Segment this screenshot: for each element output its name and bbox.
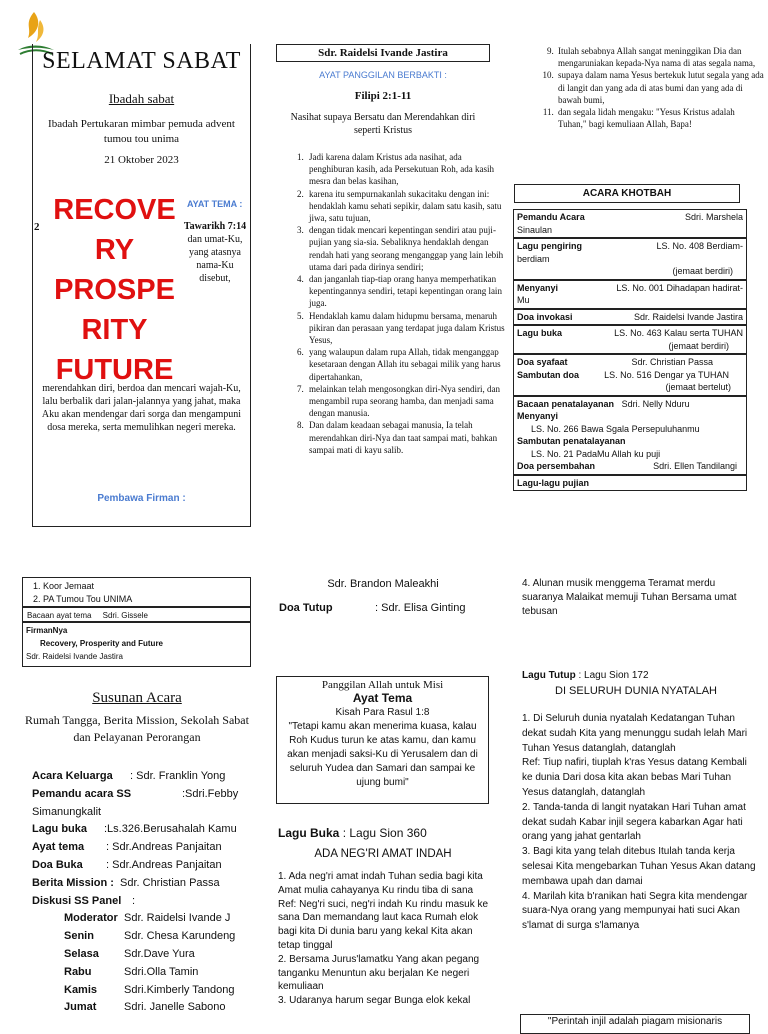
item-value: :Sdri.Febby	[182, 787, 239, 800]
lagu-tutup-heading	[522, 670, 649, 681]
firman-label: FirmanNya	[26, 626, 68, 635]
item-label: Jumat	[64, 1001, 97, 1014]
firman-title: Recovery, Prosperity and Future	[40, 639, 163, 648]
theme-line: RITY	[81, 314, 148, 346]
list-item: 6. yang walaupun dalam rupa Allah, tidak menganggap kesetaraan dengan Allah itu sebagai milik yang harus dipertahankan,	[306, 346, 506, 383]
item-label: Lagu buka	[32, 823, 88, 836]
ibadah-description: Ibadah Pertukaran mimbar pemuda advent tumou tou unima	[48, 118, 235, 145]
susunan-acara-list	[32, 768, 254, 1017]
item-label: Doa Buka	[32, 858, 83, 871]
theme-line: RECOVE	[53, 194, 176, 226]
table-row	[513, 396, 747, 475]
speaker-header: Sdr. Raidelsi Ivande Jastira	[276, 44, 490, 62]
list-item: 11. dan segala lidah mengaku: "Yesus Kristus adalah Tuhan," bagi kemuliaan Allah, Bapa!	[556, 106, 764, 130]
list-item	[32, 964, 254, 982]
lagu-tutup-label: Lagu Tutup	[522, 670, 576, 681]
lyric-stanza: 2. Tanda-tanda di langit nyatakan Hari Tuhan amat dekat sudah Kabar injil segera kabarkan Agar hati orang yang jahat gentarlah	[522, 801, 746, 843]
susunan-acara-title: Susunan Acara	[92, 690, 182, 706]
lagu-buka-title: ADA NEG'RI AMAT INDAH	[314, 848, 452, 860]
list-item	[32, 999, 254, 1017]
theme-line: RY	[94, 234, 135, 266]
ayat-tema-label: AYAT TEMA :	[187, 199, 243, 209]
list-item	[32, 804, 254, 822]
row-label: Sambutan doa	[517, 369, 580, 380]
item-value: Sdri.Kimberly Tandong	[124, 983, 235, 996]
firman-box	[22, 622, 251, 667]
lyric-stanza: 3. Udaranya harum segar Bunga elok kekal	[278, 995, 471, 1007]
lyric-stanza: Ref: Neg'ri suci, neg'ri indah Ku rindu masuk ke sana Dan memandang laut kaca Rumah elok bagi kita Di dunia baru yang kekal Kita akan tetap tinggal	[278, 898, 489, 951]
row-label: Menyanyi	[517, 282, 559, 293]
row-value: Sdr. Raidelsi Ivande Jastira	[633, 311, 743, 322]
list-item	[32, 928, 254, 946]
item-value: :Ls.326.Berusahalah Kamu	[104, 823, 237, 836]
lyric-stanza: 3. Bagi kita yang telah ditebus Itulah tanda kerja selesai Kita mengebarkan Tuhan Yesus Akan datang membawa upah dan damai	[522, 846, 756, 887]
row-label: Doa persembahan	[517, 461, 596, 471]
row-value: Sinaulan	[517, 224, 553, 235]
theme-title	[52, 190, 177, 390]
row-label: Lagu-lagu pujian	[517, 477, 589, 488]
ibadah-heading: Ibadah sabat	[108, 91, 175, 106]
row-value: Sdri. Nelly Nduru	[621, 398, 690, 409]
ayat-tema-heading: Ayat Tema	[352, 691, 413, 705]
scripture-verses-continued	[536, 45, 764, 130]
lagu-tutup-ref: : Lagu Sion 172	[578, 670, 649, 681]
scripture-intro: Nasihat supaya Bersatu dan Merendahkan diri seperti Kristus	[290, 112, 476, 136]
list-item	[32, 910, 254, 928]
ayat-tema-side	[180, 220, 250, 285]
row-value: Sdr. Christian Passa	[631, 357, 713, 367]
row-label: Bacaan penatalayanan	[517, 398, 615, 409]
item-label: Berita Mission :	[32, 876, 114, 889]
pembawa-firman-label: Pembawa Firman :	[97, 493, 186, 504]
item-value: Simanungkalit	[32, 805, 102, 818]
item-value: : Sdr.Andreas Panjaitan	[106, 858, 222, 871]
list-item	[32, 839, 254, 857]
row-value: LS. No. 516 Dengar ya TUHAN	[604, 369, 729, 380]
item-label: Kamis	[64, 983, 98, 996]
item-value: : Sdr. Franklin Yong	[130, 770, 226, 782]
lyric-stanza: 1. Ada neg'ri amat indah Tuhan sedia bagi kita Amat mulia cahayanya Ku rindu tiba di sana	[278, 871, 483, 896]
koor-box	[22, 577, 251, 607]
ayat-panggilan-label: AYAT PANGGILAN BERBAKTI :	[319, 70, 447, 80]
list-item	[32, 893, 254, 911]
theme-line: FUTURE	[55, 354, 174, 386]
item-label: Diskusi SS Panel	[32, 894, 122, 907]
list-item	[32, 946, 254, 964]
page-marker: 2	[34, 221, 40, 233]
bacaan-ayat-box	[22, 607, 251, 622]
susunan-acara-subtitle: Rumah Tangga, Berita Mission, Sekolah Sabat dan Pelayanan Perorangan	[25, 713, 249, 744]
item-label: Rabu	[64, 965, 92, 978]
lagu-buka-label: Lagu Buka	[278, 826, 340, 840]
list-item: 2. PA Tumou Tou UNIMA	[43, 593, 250, 606]
table-row	[513, 354, 747, 396]
item-label: Selasa	[64, 947, 99, 960]
list-item	[32, 857, 254, 875]
list-item: 7. melainkan telah mengosongkan diri-Nya sendiri, dan mengambil rupa seorang hamba, dan menjadi sama dengan manusia.	[306, 383, 506, 420]
row-label: Doa syafaat	[517, 357, 568, 367]
panggilan-title: Panggilan Allah untuk Misi	[321, 679, 444, 691]
table-row	[513, 325, 747, 354]
doa-tutup	[279, 602, 466, 614]
item-value: Sdr. Raidelsi Ivande J	[124, 912, 231, 925]
row-value: Mu	[517, 295, 530, 305]
item-value: : Sdr.Andreas Panjaitan	[106, 841, 222, 854]
item-label: Ayat tema	[32, 841, 85, 854]
item-label: Pemandu acara SS	[32, 787, 132, 800]
doa-tutup-label: Doa Tutup	[279, 602, 333, 614]
row-label: Pemandu Acara	[517, 212, 585, 222]
row-label: Lagu buka	[517, 328, 563, 338]
row-value: LS. No. 266 Bawa Sgala Persepuluhanmu	[531, 423, 700, 434]
row-note: (jemaat bertelut)	[665, 382, 731, 392]
row-note: (jemaat berdiri)	[668, 340, 729, 351]
firman-speaker: Sdr. Raidelsi Ivande Jastira	[26, 652, 123, 661]
lagu-buka-lyrics	[278, 870, 490, 1008]
acara-khotbah-table	[513, 209, 747, 491]
lagu-buka-ref: : Lagu Sion 360	[342, 826, 427, 840]
lagu-tutup-title: DI SELURUH DUNIA NYATALAH	[555, 685, 717, 697]
list-item: 1. Jadi karena dalam Kristus ada nasihat, ada penghiburan kasih, ada Persekutuan Roh, ada kasih mesra dan belas kasihan,	[306, 151, 506, 188]
row-value: LS. No. 001 Dihadapan hadirat-	[616, 282, 743, 293]
table-row	[513, 280, 747, 309]
row-value: Sdri. Marshela	[684, 212, 743, 222]
list-item: 10. supaya dalam nama Yesus bertekuk lutut segala yang ada di langit dan yang ada di atas bumi dan yang ada di bawah bumi,	[556, 69, 764, 106]
lyric-stanza: 4. Marilah kita b'ranikan hati Segra kita mendengar suara-Nya orang yang mempunyai hati suci Akan s'lamat di surga s'lamanya	[522, 890, 748, 932]
table-row	[513, 475, 747, 492]
ayat-ref: Tawarikh 7:14	[183, 221, 247, 232]
speaker-name: Sdr. Brandon Maleakhi	[327, 578, 439, 590]
list-item	[32, 875, 254, 893]
list-item: 5. Hendaklah kamu dalam hidupmu bersama, menaruh pikiran dan perasaan yang terdapat juga dalam Kristus Yesus,	[306, 310, 506, 347]
item-value: Sdr.Dave Yura	[124, 947, 195, 960]
bacaan-value: Sdri. Gissele	[102, 611, 148, 620]
item-value: Sdr. Chesa Karundeng	[124, 930, 236, 943]
list-item: 4. dan janganlah tiap-tiap orang hanya memperhatikan kepentingannya sendiri, tetapi kepentingan orang lain juga.	[306, 273, 506, 310]
list-item	[32, 768, 254, 786]
lyric-stanza: Ref: Tiup nafiri, tiuplah k'ras Yesus datang Kembali ke dunia Dari dosa kita akan bebas Mari Tuhan Yesus datanglah, datanglah	[522, 757, 747, 798]
row-value: Sdri. Ellen Tandilangi	[653, 461, 737, 471]
row-value: LS. No. 21 PadaMu Allah ku puji	[531, 448, 661, 459]
list-item: 3. dengan tidak mencari kepentingan sendiri atau puji-pujian yang sia-sia. Sebaliknya hendaklah dengan rendah hati yang seorang menganggap yang lain lebih utama dari pada dirinya sendiri;	[306, 224, 506, 273]
page-title: SELAMAT SABAT	[42, 48, 241, 74]
scripture-ref: Filipi 2:1-11	[354, 90, 412, 102]
table-row	[513, 238, 747, 280]
list-item: 1. Koor Jemaat	[43, 580, 250, 593]
ayat-side-text: dan umat-Ku, yang atasnya nama-Ku disebut,	[187, 234, 243, 284]
list-item	[32, 786, 254, 804]
list-item: 8. Dan dalam keadaan sebagai manusia, Ia telah merendahkan diri-Nya dan taat sampai mati, bahkan sampai mati di kayu salib.	[306, 419, 506, 456]
item-label: Acara Keluarga	[32, 770, 113, 782]
perintah-quote-box: "Perintah injil adalah piagam misionaris	[520, 1014, 750, 1034]
table-row	[513, 309, 747, 326]
row-note: (jemaat berdiri)	[672, 266, 733, 276]
kisah-ref: Kisah Para Rasul 1:8	[335, 707, 430, 718]
list-item	[32, 982, 254, 1000]
table-row	[513, 209, 747, 238]
lyric-stanza: 2. Bersama Jurus'lamatku Yang akan pegang tanganku Menuntun aku berjalan Ke negeri kemuliaan	[278, 953, 480, 993]
item-label: Moderator	[64, 912, 118, 925]
item-value: Sdri.Olla Tamin	[124, 965, 199, 978]
row-value: LS. No. 408 Berdiam-	[656, 241, 743, 251]
lagu-tutup-lyrics	[522, 712, 756, 934]
panggilan-box	[276, 676, 489, 804]
row-label: Sambutan penatalayanan	[517, 436, 626, 446]
list-item: 2. karena itu sempurnakanlah sukacitaku dengan ini: hendaklah kamu sehati sepikir, dalam satu kasih, satu jiwa, satu tujuan,	[306, 188, 506, 225]
row-label: Menyanyi	[517, 411, 559, 421]
service-date: 21 Oktober 2023	[104, 154, 179, 166]
list-item: 9. Itulah sebabnya Allah sangat meninggikan Dia dan mengaruniakan kepada-Nya nama di atas segala nama,	[556, 45, 764, 69]
item-value: Sdr. Christian Passa	[120, 876, 220, 889]
welcome-panel	[32, 44, 251, 527]
item-value: :	[132, 894, 136, 907]
row-value: LS. No. 463 Kalau serta TUHAN	[614, 328, 743, 338]
theme-line: PROSPE	[54, 274, 175, 306]
row-label: Lagu pengiring	[517, 241, 582, 251]
row-value: berdiam	[517, 253, 550, 264]
bacaan-label: Bacaan ayat tema	[27, 611, 92, 620]
item-value: Sdri. Janelle Sabono	[124, 1001, 226, 1014]
item-label: Senin	[64, 930, 94, 943]
acara-khotbah-header: ACARA KHOTBAH	[514, 184, 740, 203]
lyric-stanza: 1. Di Seluruh dunia nyatalah Kedatangan Tuhan dekat sudah Kita yang menunggu sudah lelah Mari Tuhan Yesus datanglah, datanglah	[522, 713, 748, 754]
scripture-verses	[290, 151, 506, 456]
list-item	[32, 821, 254, 839]
lagu-buka-heading	[278, 826, 427, 840]
doa-tutup-value: : Sdr. Elisa Ginting	[375, 602, 466, 614]
row-label: Doa invokasi	[517, 311, 573, 322]
lyric-stanza: 4. Alunan musik menggema Teramat merdu suaranya Malaikat memuji Tuhan Bersama umat tebusan	[522, 578, 737, 617]
ayat-tema-continuation: merendahkan diri, berdoa dan mencari wajah-Ku, lalu berbalik dari jalan-jalannya yang jahat, maka Aku akan mendengar dari sorga dan mengampuni dosa mereka, serta memulihkan negeri mereka.	[41, 383, 242, 433]
kisah-text: "Tetapi kamu akan menerima kuasa, kalau Roh Kudus turun ke atas kamu, dan kamu akan menjadi saksi-Ku di Yerusalem dan di seluruh Yudea dan Samari dan sampai ke ujung bumi"	[287, 721, 478, 788]
